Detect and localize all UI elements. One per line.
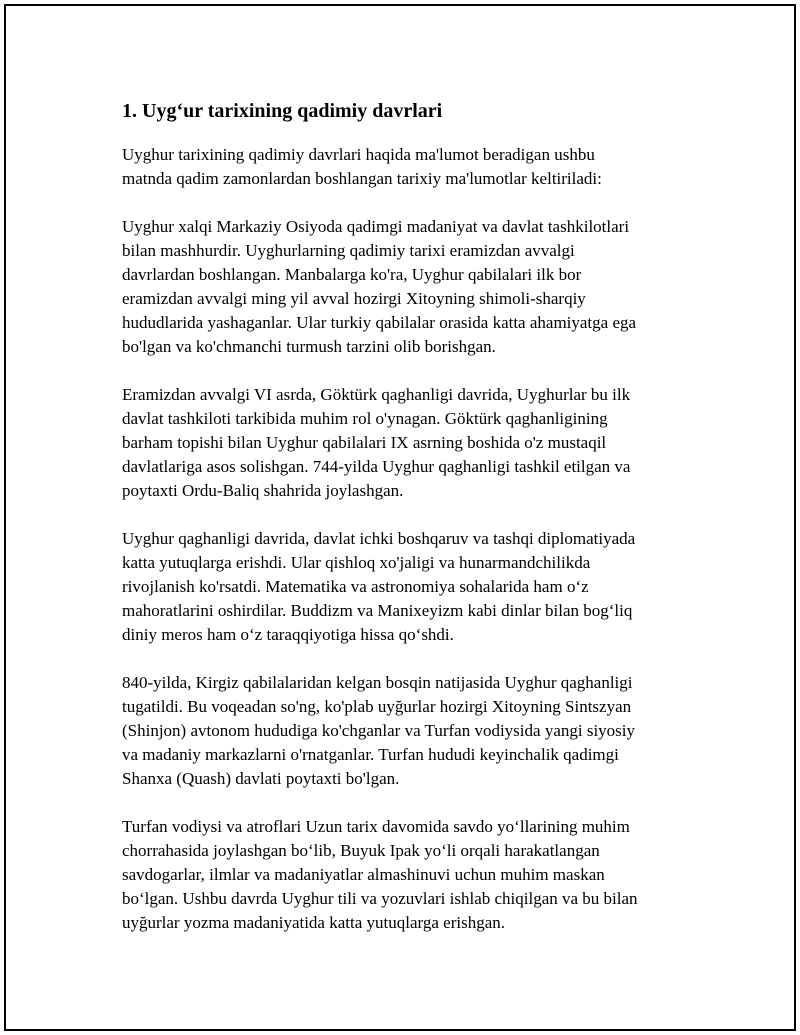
paragraph-list	[122, 143, 692, 935]
paragraph-line: barham topishi bilan Uyghur qabilalari IX asrning boshida o'z mustaqil	[122, 433, 607, 452]
paragraph-line: Uyghur qaghanligi davrida, davlat ichki boshqaruv va tashqi diplomatiyada	[122, 529, 636, 548]
paragraph-line: hududlarida yashaganlar. Ular turkiy qabilalar orasida katta ahamiyatga ega	[122, 313, 637, 332]
paragraph-line: Uyghur tarixining qadimiy davrlari haqida ma'lumot beradigan ushbu	[122, 145, 595, 164]
paragraph	[122, 215, 692, 359]
paragraph-line: mahoratlarini oshirdilar. Buddizm va Manixeyizm kabi dinlar bilan bog‘liq	[122, 601, 633, 620]
paragraph-line: poytaxti Ordu-Baliq shahrida joylashgan.	[122, 481, 404, 500]
paragraph-line: (Shinjon) avtonom hududiga ko'chganlar va Turfan vodiysida yangi siyosiy	[122, 721, 636, 740]
paragraph-line: uyğurlar yozma madaniyatida katta yutuqlarga erishgan.	[122, 913, 505, 932]
paragraph	[122, 143, 692, 191]
paragraph-line: savdogarlar, ilmlar va madaniyatlar almashinuvi uchun muhim maskan	[122, 865, 605, 884]
paragraph-line: davlatlariga asos solishgan. 744-yilda Uyghur qaghanligi tashkil etilgan va	[122, 457, 631, 476]
paragraph-line: bilan mashhurdir. Uyghurlarning qadimiy tarixi eramizdan avvalgi	[122, 241, 575, 260]
paragraph-line: Turfan vodiysi va atroflari Uzun tarix davomida savdo yo‘llarining muhim	[122, 817, 630, 836]
paragraph-line: Eramizdan avvalgi VI asrda, Göktürk qaghanligi davrida, Uyghurlar bu ilk	[122, 385, 631, 404]
paragraph-line: chorrahasida joylashgan bo‘lib, Buyuk Ipak yo‘li orqali harakatlangan	[122, 841, 600, 860]
paragraph-line: davlat tashkiloti tarkibida muhim rol o'ynagan. Göktürk qaghanligining	[122, 409, 608, 428]
document-title: 1. Uyg‘ur tarixining qadimiy davrlari	[122, 100, 443, 122]
paragraph-line: Shanxa (Quash) davlati poytaxti bo'lgan.	[122, 769, 400, 788]
paragraph-line: katta yutuqlarga erishdi. Ular qishloq xo'jaligi va hunarmandchilikda	[122, 553, 591, 572]
paragraph-line: bo'lgan va ko'chmanchi turmush tarzini olib borishgan.	[122, 337, 496, 356]
paragraph-line: rivojlanish ko'rsatdi. Matematika va astronomiya sohalarida ham o‘z	[122, 577, 589, 596]
document-body	[122, 92, 692, 959]
paragraph-line: diniy meros ham o‘z taraqqiyotiga hissa qo‘shdi.	[122, 625, 454, 644]
paragraph-line: va madaniy markazlarni o'rnatganlar. Turfan hududi keyinchalik qadimgi	[122, 745, 619, 764]
paragraph-line: 840-yilda, Kirgiz qabilalaridan kelgan bosqin natijasida Uyghur qaghanligi	[122, 673, 633, 692]
page-frame	[4, 4, 796, 1031]
paragraph-line: eramizdan avvalgi ming yil avval hozirgi Xitoyning shimoli-sharqiy	[122, 289, 586, 308]
paragraph	[122, 671, 692, 791]
paragraph	[122, 383, 692, 503]
paragraph-line: matnda qadim zamonlardan boshlangan tarixiy ma'lumotlar keltiriladi:	[122, 169, 602, 188]
paragraph	[122, 527, 692, 647]
paragraph-line: Uyghur xalqi Markaziy Osiyoda qadimgi madaniyat va davlat tashkilotlari	[122, 217, 630, 236]
paragraph-line: tugatildi. Bu voqeadan so'ng, ko'plab uyğurlar hozirgi Xitoyning Sintszyan	[122, 697, 632, 716]
paragraph-line: davrlardan boshlangan. Manbalarga ko'ra, Uyghur qabilalari ilk bor	[122, 265, 582, 284]
paragraph	[122, 815, 692, 935]
paragraph-line: bo‘lgan. Ushbu davrda Uyghur tili va yozuvlari ishlab chiqilgan va bu bilan	[122, 889, 638, 908]
